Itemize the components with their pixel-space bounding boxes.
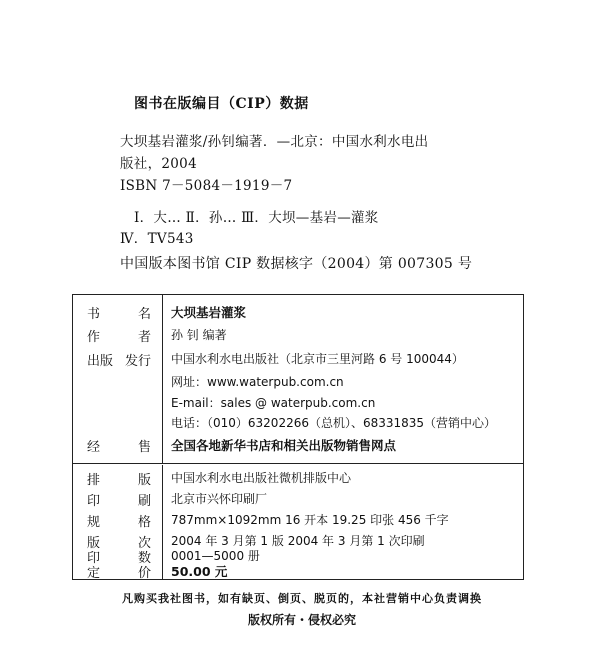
- label-char: 发行: [124, 354, 151, 369]
- label-char: 定: [87, 566, 101, 581]
- value-print-run: 0001—5000 册: [171, 549, 260, 563]
- value-specification: 787mm×1092mm 16 开本 19.25 印张 456 千字: [171, 513, 449, 527]
- label-char: 价: [137, 566, 151, 581]
- label-char: 版: [137, 473, 151, 488]
- value-typesetting: 中国水利水电出版社微机排版中心: [171, 471, 352, 485]
- cip-line-publisher-year: 版社，2004: [120, 156, 197, 172]
- value-edition: 2004 年 3 月第 1 版 2004 年 3 月第 1 次印刷: [171, 534, 425, 548]
- cip-line-record-number: 中国版本图书馆 CIP 数据核字（2004）第 007305 号: [120, 256, 473, 272]
- label-char: 次: [137, 536, 151, 551]
- value-email: E-mail：sales @ waterpub.com.cn: [171, 396, 376, 410]
- label-char: 售: [137, 440, 151, 455]
- label-char: 格: [137, 515, 151, 530]
- label-char: 版: [87, 536, 101, 551]
- cip-title: 图书在版编目（CIP）数据: [134, 96, 309, 112]
- label-char: 书: [87, 307, 101, 322]
- cip-line-classification: Ⅳ．TV543: [120, 231, 194, 247]
- publication-info-table: [72, 294, 524, 580]
- label-char: 印: [87, 551, 101, 566]
- value-publisher: 中国水利水电出版社（北京市三里河路 6 号 100044）: [171, 352, 464, 366]
- value-website: 网址：www.waterpub.com.cn: [171, 375, 344, 389]
- label-char: 刷: [137, 494, 151, 509]
- cip-line-isbn: ISBN 7－5084－1919－7: [120, 178, 293, 194]
- label-char: 作: [87, 330, 101, 345]
- label-char: 规: [87, 515, 101, 530]
- label-char: 数: [137, 551, 151, 566]
- label-char: 者: [137, 330, 151, 345]
- label-char: 排: [87, 473, 101, 488]
- value-distributor: 全国各地新华书店和相关出版物销售网点: [171, 438, 397, 453]
- column-divider-bottom: [162, 465, 163, 579]
- value-price: 50.00 元: [171, 564, 228, 579]
- value-printing: 北京市兴怀印刷厂: [171, 492, 268, 506]
- section-divider: [73, 463, 523, 464]
- cip-line-title-author: 大坝基岩灌浆/孙钊编著．—北京：中国水利水电出: [120, 134, 429, 150]
- replacement-notice: 凡购买我社图书，如有缺页、倒页、脱页的，本社营销中心负责调换: [122, 592, 482, 605]
- value-author: 孙 钊 编著: [171, 328, 227, 342]
- label-char: 印: [87, 494, 101, 509]
- copyright-notice: 版权所有・侵权必究: [247, 613, 356, 627]
- value-phone: 电话：（010）63202266（总机）、68331835（营销中心）: [171, 416, 497, 430]
- label-char: 出版: [87, 354, 114, 369]
- column-divider-top: [162, 295, 163, 463]
- cip-line-subjects: Ⅰ．大… Ⅱ．孙… Ⅲ．大坝—基岩—灌浆: [134, 210, 379, 226]
- label-char: 名: [137, 307, 151, 322]
- label-char: 经: [87, 440, 101, 455]
- value-book-title: 大坝基岩灌浆: [171, 305, 247, 320]
